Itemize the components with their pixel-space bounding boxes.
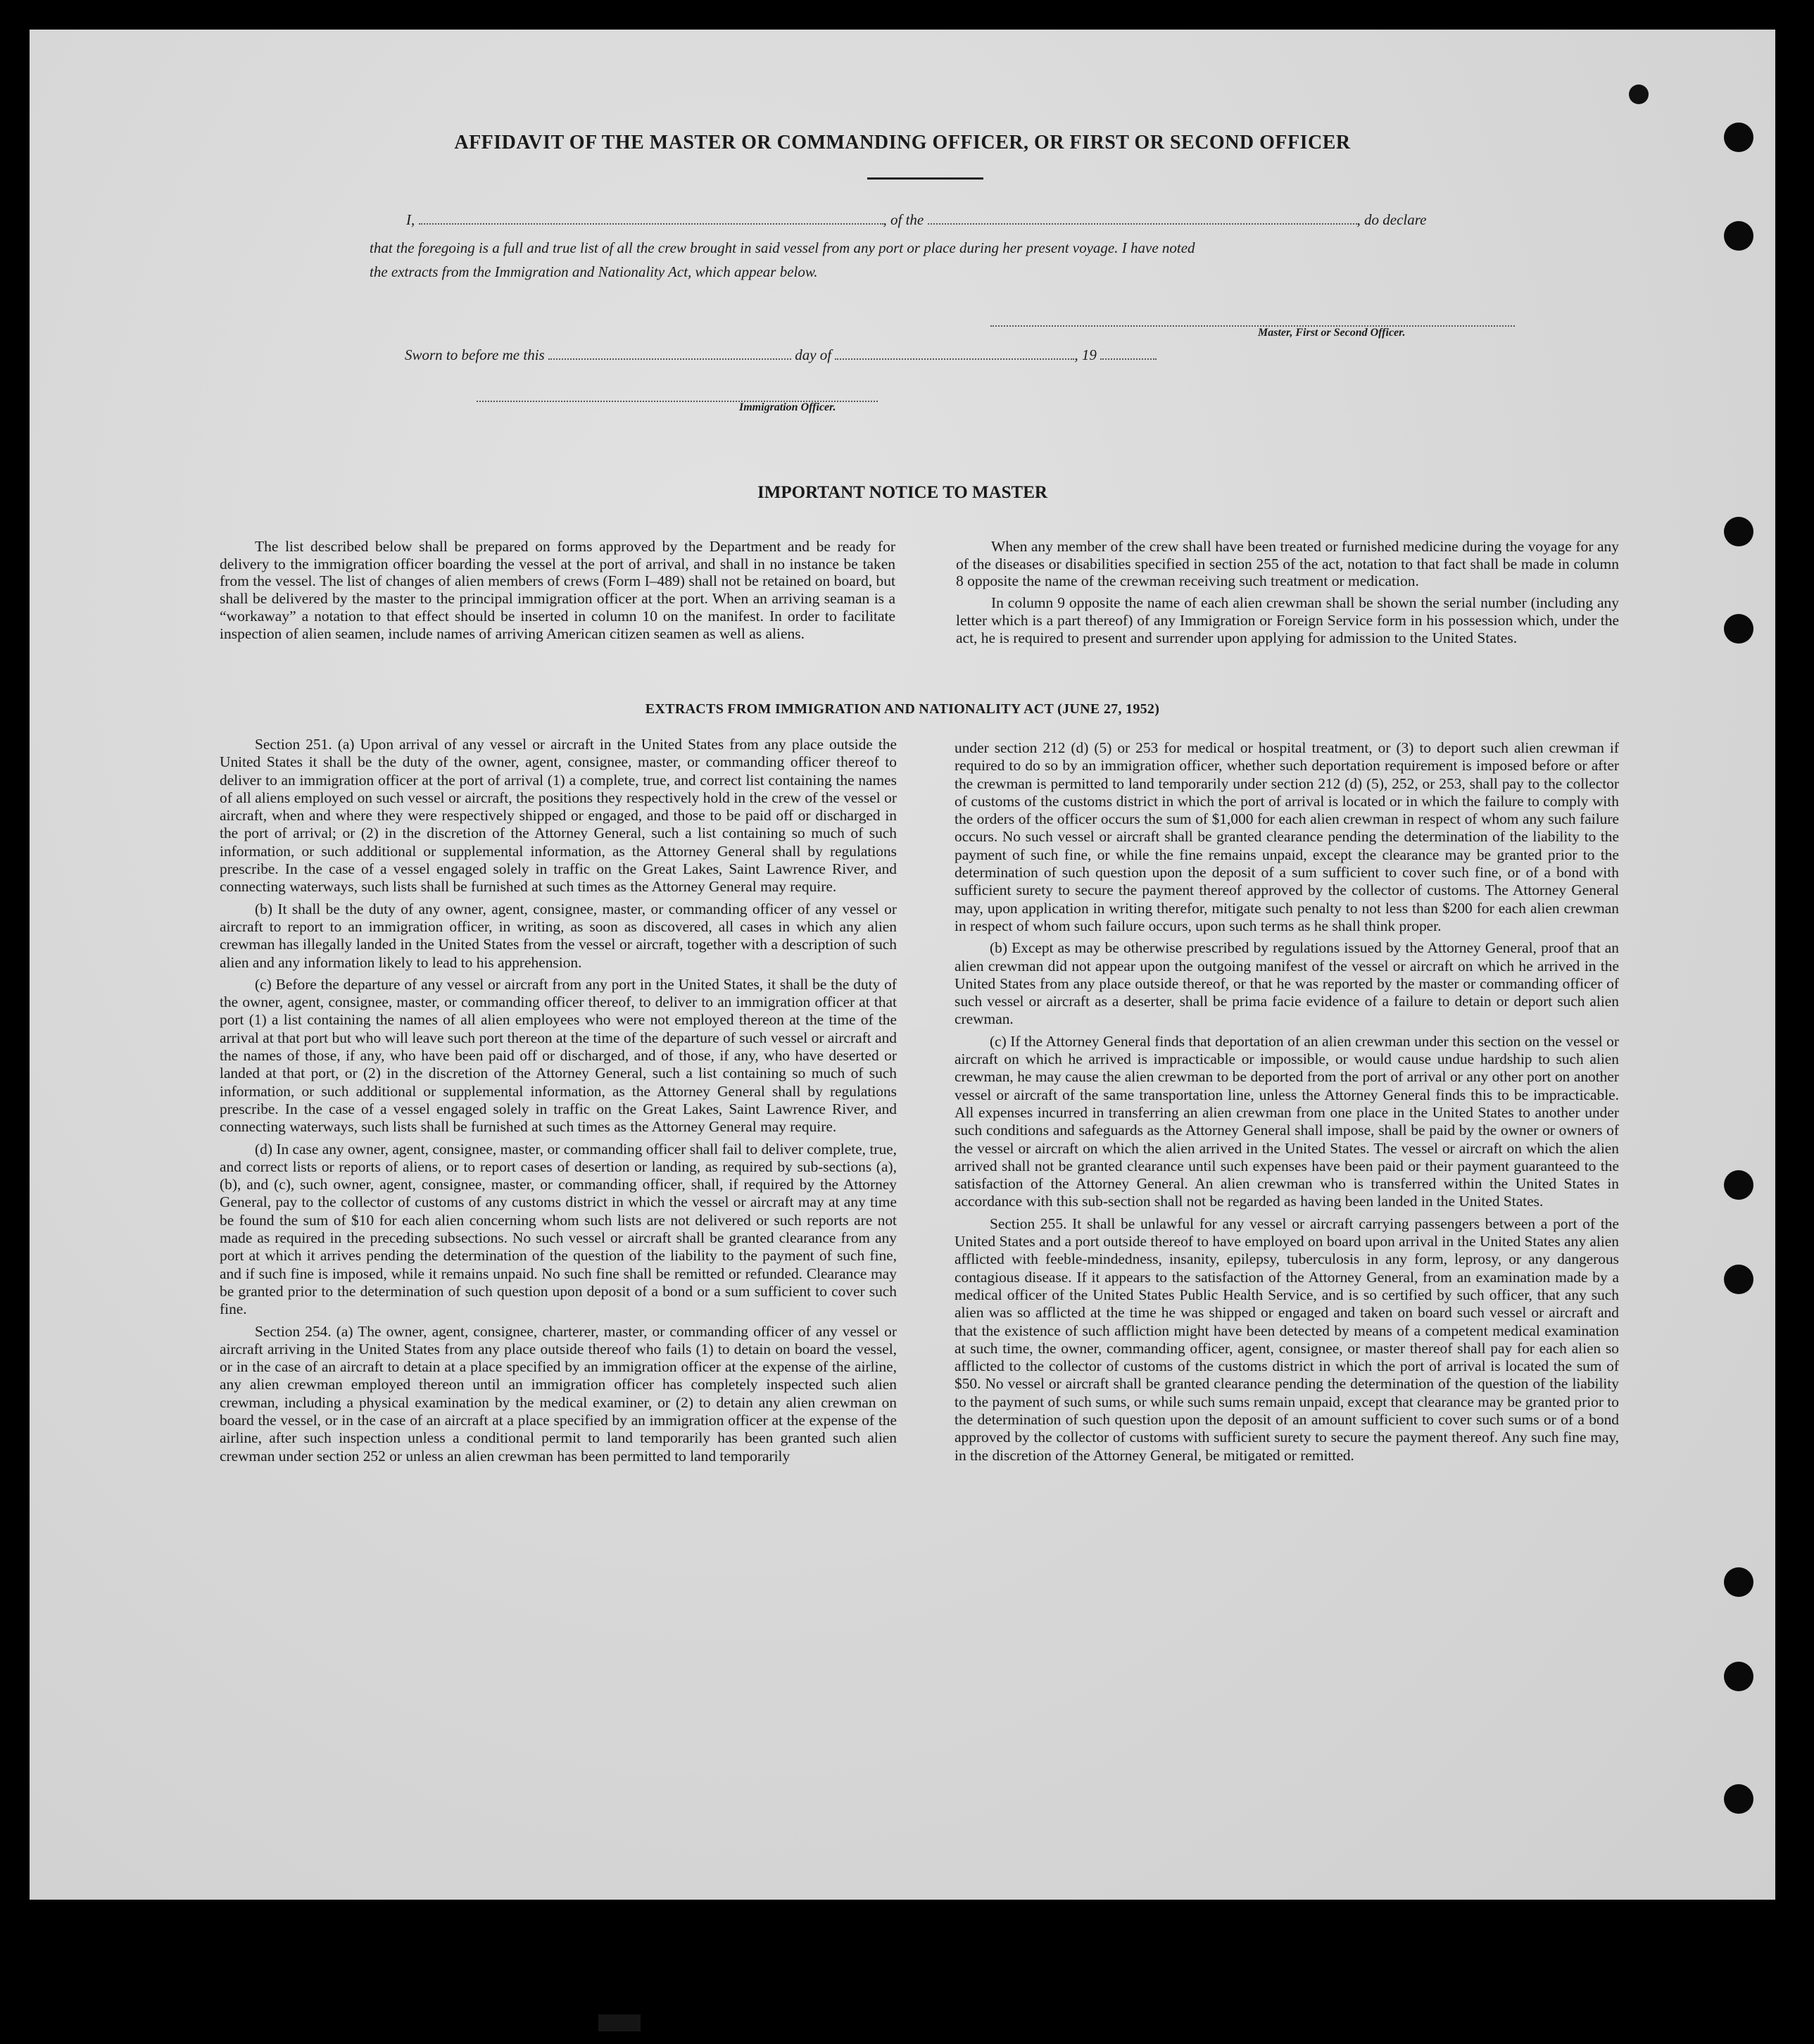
punch-hole <box>1724 1662 1753 1691</box>
section-255: Section 255. It shall be unlawful for any vessel or aircraft carrying passengers between a port of the United States and a port outside thereof to have employed on board upon arrival in the United States any alien afflicted with feeble-mindedness, insanity, epilepsy, tuberculosis in any form, leprosy, or any dangerous contagious disease. If it appears to the satisfaction of the Attorney General, from an examination made by a medical officer of the United States Public Health Service, and is so certified by such officer, that any such alien was so afflicted at the time he was shipped or engaged and taken on board such vessel or aircraft and that the existence of such affliction might have been detected by means of a competent medical examination at such time, the owner, commanding officer, agent, consignee, or master thereof shall pay for each alien so afflicted to the collector of customs of the customs district in which the port of arrival is located the sum of $50. No vessel or aircraft shall be granted clearance pending the determination of the question of the liability to the payment of such sums, or while such sums remain unpaid, except that clearance may be granted prior to the determination of such question upon the deposit of an amount sufficient to cover such sums or of a bond approved by the collector of customs with sufficient surety to secure the payment thereof. Any such fine may, in the discretion of the Attorney General, be mitigated or remitted. <box>955 1215 1619 1464</box>
section-254b: (b) Except as may be otherwise prescribed by regulations issued by the Attorney General, proof that an alien crewman did not appear upon the outgoing manifest of the vessel or aircraft on which he arrived in the United States from any place outside thereof, or that he was reported by the master or commanding officer of such vessel or aircraft as a deserter, shall be prima facie evidence of a failure to detain or deport such alien crewman. <box>955 939 1619 1028</box>
section-251d: (d) In case any owner, agent, consignee, master, or commanding officer shall fail to deliver complete, true, and correct lists or reports of aliens, or to report cases of desertion or landing, as required by sub-sections (a), (b), and (c), such owner, agent, consignee, master, or commanding officer, shall, if required by the Attorney General, pay to the collector of customs of any customs district in which the vessel or aircraft may at any time be found the sum of $10 for each alien concerning whom such lists are not delivered or such reports are not made as required in the preceding subsections. No such vessel or aircraft shall be granted clearance from any port at which it arrives pending the determination of the question of the liability to the payment of such fine, and if such fine is imposed, while it remains unpaid. No such fine shall be remitted or refunded. Clearance may be granted prior to the determination of such question upon deposit of a bond or a sum sufficient to cover such fine. <box>220 1140 897 1318</box>
section-251c: (c) Before the departure of any vessel or aircraft from any port in the United States, it shall be the duty of the owner, agent, consignee, master, or commanding officer thereof, to deliver to an immigration officer at that port (1) a list containing the names of all alien employees who were not employed thereon at the time of the arrival at that port but who will leave such port thereon at the time of the departure of such vessel or aircraft and the names of those, if any, who have been paid off or discharged, and of those, if any, who have deserted or landed at that port, or (2) in the discretion of the Attorney General, such a list containing so much of such information, or such additional or supplemental information, as the Attorney General shall by regulations prescribe. In the case of a vessel engaged solely in traffic on the Great Lakes, Saint Lawrence River, and connecting waterways, such lists shall be furnished at such times as the Attorney General may require. <box>220 975 897 1136</box>
day-of-label: day of <box>795 346 832 363</box>
sworn-day-field[interactable] <box>548 357 791 360</box>
declaration-line <box>406 211 1426 229</box>
sworn-year-field[interactable] <box>1100 357 1157 360</box>
section-251b: (b) It shall be the duty of any owner, agent, consignee, master, or commanding officer of any vessel or aircraft to report to an immigration officer, in writing, as soon as discovered, all cases in which any alien crewman has illegally landed in the United States from the vessel or aircraft, together with a description of such alien and any information likely to lead to his apprehension. <box>220 900 897 971</box>
master-caption: Master, First or Second Officer. <box>1258 327 1406 339</box>
section-254a: Section 254. (a) The owner, agent, consignee, charterer, master, or commanding officer of any vessel or aircraft arriving in the United States from any place outside thereof who fails (1) to detain on board the vessel, or in the case of an aircraft to detain at a place specified by an immigration officer at the expense of the airline, any alien crewman employed thereon until an immigration officer has completely inspected such alien crewman, including a physical examination by the medical examiner, or (2) to detain any alien crewman on board the vessel, or in the case of an aircraft at a place specified by an immigration officer at the expense of the airline, after such inspection unless a conditional permit to land temporarily has been granted such alien crewman under section 252 or unless an alien crewman has been permitted to land temporarily <box>220 1322 897 1465</box>
section-254a-continued: under section 212 (d) (5) or 253 for medical or hospital treatment, or (3) to deport such alien crewman if required to do so by an immigration officer, whether such deportation requirement is imposed before or after the crewman is permitted to land temporarily under section 212 (d) (5), 252, or 253, shall pay to the collector of customs of the customs district in which the port of arrival is located or in which the failure to comply with the orders of the officer occurs the sum of $1,000 for each alien crewman in respect of whom any such failure occurs. No such vessel or aircraft shall be granted clearance pending the determination of the liability to the payment of such fine, or while the fine remains unpaid, except the clearance may be granted prior to the determination of such question upon the deposit of a sum sufficient to cover such fine, or of a bond with sufficient surety to secure the payment thereof approved by the collector of customs. The Attorney General may, upon application in writing therefor, mitigate such penalty to not less than $200 for each alien crewman in respect of whom such failure occurs, upon such terms as he shall think proper. <box>955 739 1619 934</box>
notice-right-paragraph-1: When any member of the crew shall have been treated or furnished medicine during the voyage for any of the diseases or disabilities specified in section 255 of the act, notation to that fact shall be made in column 8 opposite the name of the crewman receiving such treatment or medication. <box>956 538 1619 590</box>
declaration-text-3: the extracts from the Immigration and Nationality Act, which appear below. <box>370 263 818 280</box>
punch-hole <box>1724 1170 1753 1200</box>
extracts-heading: EXTRACTS FROM IMMIGRATION AND NATIONALITY ACT (JUNE 27, 1952) <box>645 701 1160 717</box>
punch-hole <box>1724 1567 1753 1597</box>
vessel-field[interactable] <box>928 222 1357 225</box>
declaration-i-label: I, <box>406 211 415 228</box>
notice-left-paragraph: The list described below shall be prepared on forms approved by the Department and be ready for delivery to the immigration officer boarding the vessel at the port of arrival, and shall in no instance be taken from the vessel. The list of changes of alien members of crews (Form I–489) shall not be retained on board, but shall be delivered by the master to the principal immigration officer at the port. When an arriving seaman is a “workaway” a notation to that effect should be inserted in column 10 on the manifest. In order to facilitate inspection of alien seamen, include names of arriving American citizen seamen as well as aliens. <box>220 538 895 642</box>
extracts-left-column <box>220 736 897 1469</box>
sworn-month-field[interactable] <box>835 357 1074 360</box>
year-label: , 19 <box>1074 346 1097 363</box>
punch-hole <box>1724 221 1753 251</box>
notice-heading: IMPORTANT NOTICE TO MASTER <box>757 483 1047 502</box>
punch-hole <box>1724 1265 1753 1294</box>
affidavit-title: AFFIDAVIT OF THE MASTER OR COMMANDING OFFICER, OR FIRST OR SECOND OFFICER <box>454 132 1351 153</box>
do-declare-label: , do declare <box>1356 211 1427 228</box>
master-signature-field[interactable] <box>990 324 1515 327</box>
declaration-text-2: that the foregoing is a full and true list of all the crew brought in said vessel from any port or place during her present voyage. I have noted <box>370 239 1195 256</box>
of-the-label: , of the <box>883 211 924 228</box>
punch-hole <box>1724 517 1753 546</box>
name-field[interactable] <box>419 222 883 225</box>
archive-stamp <box>598 2014 641 2031</box>
notice-left-column <box>220 538 895 646</box>
extracts-right-column <box>955 739 1619 1469</box>
section-254c: (c) If the Attorney General finds that deportation of an alien crewman under this section on the vessel or aircraft on which he arrived is impracticable or impossible, or would cause undue hardship to such alien crewman, he may cause the alien crewman to be deported from the port of arrival or any other port on another vessel or aircraft of the same transportation line, unless the Attorney General finds this to be impracticable. All expenses incurred in transferring an alien crewman from one place in the United States to another under such conditions and safeguards as the Attorney General shall impose, shall be paid by the owner or owners of the vessel or aircraft on which the alien arrived in the United States. The vessel or aircraft on which the alien arrived shall not be granted clearance until such expenses have been paid or their payment guaranteed to the satisfaction of the Attorney General. An alien crewman who is transferred within the United States in accordance with this sub-section shall not be regarded as having been landed in the United States. <box>955 1032 1619 1210</box>
sworn-line <box>405 346 1157 364</box>
officer-caption: Immigration Officer. <box>739 401 836 413</box>
title-rule <box>867 177 983 180</box>
punch-hole <box>1724 1784 1753 1814</box>
document-page <box>30 30 1775 1900</box>
notice-right-column <box>956 538 1619 651</box>
section-251a: Section 251. (a) Upon arrival of any vessel or aircraft in the United States from any place outside the United States it shall be the duty of the owner, agent, consignee, master, or commanding officer thereof to deliver to an immigration officer at the port of arrival (1) a complete, true, and correct list containing the names of all aliens employed on such vessel or aircraft, the positions they respectively hold in the crew of the vessel or aircraft, when and where they were respectively shipped or engaged, and those to be paid off or discharged in the port of arrival; or (2) in the discretion of the Attorney General, such a list containing so much of such information, or such additional or supplemental information, as the Attorney General shall by regulations prescribe. In the case of a vessel engaged solely in traffic on the Great Lakes, Saint Lawrence River, and connecting waterways, such lists shall be furnished at such times as the Attorney General may require. <box>220 736 897 896</box>
notice-right-paragraph-2: In column 9 opposite the name of each alien crewman shall be shown the serial number (including any letter which is a part thereof) of any Immigration or Foreign Service form in his possession which, under the act, he is required to present and surrender upon applying for admission to the United States. <box>956 594 1619 646</box>
punch-hole <box>1724 614 1753 644</box>
sworn-label: Sworn to before me this <box>405 346 545 363</box>
punch-hole <box>1629 84 1649 104</box>
